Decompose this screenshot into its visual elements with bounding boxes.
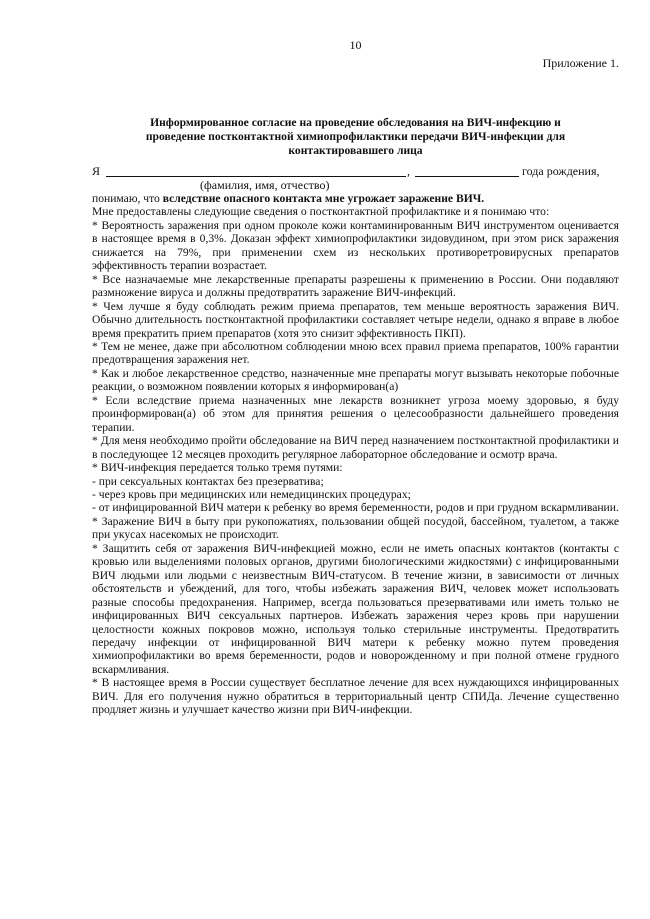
- name-caption: (фамилия, имя, отчество): [200, 178, 330, 192]
- document-title: [92, 116, 619, 158]
- document-page: [92, 0, 619, 919]
- item-testing: * Для меня необходимо пройти обследование на ВИЧ перед назначением постконтактной профилактики и в последующее 12 месяцев проходить регулярное лабораторное обследование и осмотр врача.: [92, 434, 619, 461]
- item-health-threat: * Если вследствие приема назначенных мне лекарств возникнет угроза моему здоровью, я буду проинформирован(а) об этом для принятия решения о целесообразности дальнейшего проведения терапии.: [92, 393, 619, 434]
- appendix-label: Приложение 1.: [542, 56, 619, 70]
- item-transmission-routes: * ВИЧ-инфекция передается только тремя путями:: [92, 461, 343, 475]
- item-regimen: * Чем лучше я буду соблюдать режим приема препаратов, тем меньше вероятность заражения ВИЧ. Обычно длительность постконтактной профилактики составляет четыре недели, однако я вправе в любое время прекратить прием препаратов (хотя это снизит эффективность ПКП).: [92, 299, 619, 340]
- birth-year-blank: [415, 176, 519, 177]
- route-sexual: - при сексуальных контактах без презерватива;: [92, 474, 324, 488]
- intro-paragraph: [92, 192, 619, 205]
- title-line-3: контактировавшего лица: [288, 144, 423, 157]
- ya-label: Я: [92, 164, 101, 178]
- full-name-blank: [106, 176, 406, 177]
- consent-body: [92, 192, 619, 717]
- item-side-effects: * Как и любое лекарственное средство, назначенные мне препараты могут вызывать некоторые побочные реакции, о возможном появлении которых я информирован(а): [92, 366, 619, 394]
- item-approved-drugs: * Все назначаемые мне лекарственные препараты разрешены к применению в России. Они подавляют размножение вируса и должны предотвратить заражение ВИЧ-инфекций.: [92, 272, 619, 300]
- title-line-1: Информированное согласие на проведение обследования на ВИЧ-инфекцию и: [150, 116, 561, 129]
- item-probability: * Вероятность заражения при одном проколе кожи контаминированным ВИЧ инструментом оценивается в настоящее время в 0,3%. Доказан эффект химиопрофилактики зидовудином, при этом риск заражения снижается на 79%, при применении схем из нескольких противоретровирусных препаратов эффективность терапии возрастает.: [92, 218, 619, 273]
- page-number: 10: [349, 38, 362, 52]
- route-blood: - через кровь при медицинских или немедицинских процедурах;: [92, 487, 411, 501]
- birth-year-label: года рождения,: [522, 164, 600, 178]
- intro-prefix: понимаю, что: [92, 192, 163, 205]
- item-household: * Заражение ВИЧ в быту при рукопожатиях, пользовании общей посудой, бассейном, туалетом, а также при укусах насекомых не происходит.: [92, 514, 619, 542]
- title-line-2: проведение постконтактной химиопрофилактики передачи ВИЧ-инфекции для: [145, 130, 566, 143]
- name-fill-row: [92, 164, 619, 178]
- item-protection: * Защитить себя от заражения ВИЧ-инфекцией можно, если не иметь опасных контактов (контакты с кровью или выделениями половых органов, другими биологическими жидкостями) с инфицированными ВИЧ людьми или людьми с неизвестным ВИЧ-статусом. В течение жизни, в зависимости от личных обстоятельств и убеждений, для того, чтобы избежать заражения ВИЧ, человек может использовать разные способы предохранения. Например, всегда пользоваться презервативами или иметь только не инфицированных ВИЧ сексуальных партнеров. Избежать заражения через кровь при нарушении целостности кожных покровов можно, используя только стерильные инструменты. Предотвратить передачу инфекции от инфицированной ВИЧ матери к ребенку можно путем проведения химиопрофилактики во время беременности, родов и новорожденному и при полной отмене грудного вскармливания.: [92, 541, 619, 676]
- route-mother-child: - от инфицированной ВИЧ матери к ребенку во время беременности, родов и при грудном вскармливании.: [92, 501, 619, 515]
- comma-separator: ,: [407, 164, 410, 178]
- item-no-guarantee: * Тем не менее, даже при абсолютном соблюдении мною всех правил приема препаратов, 100% гарантии предотвращения заражения нет.: [92, 339, 619, 367]
- item-free-treatment: * В настоящее время в России существует бесплатное лечение для всех нуждающихся инфицированных ВИЧ. Для его получения нужно обратиться в территориальный центр СПИДа. Лечение существенно продляет жизнь и улучшает качество жизни при ВИЧ-инфекции.: [92, 676, 619, 717]
- lead-paragraph: Мне предоставлены следующие сведения о постконтактной профилактике и я понимаю что:: [92, 205, 550, 219]
- intro-warning: вследствие опасного контакта мне угрожает заражение ВИЧ.: [162, 192, 485, 205]
